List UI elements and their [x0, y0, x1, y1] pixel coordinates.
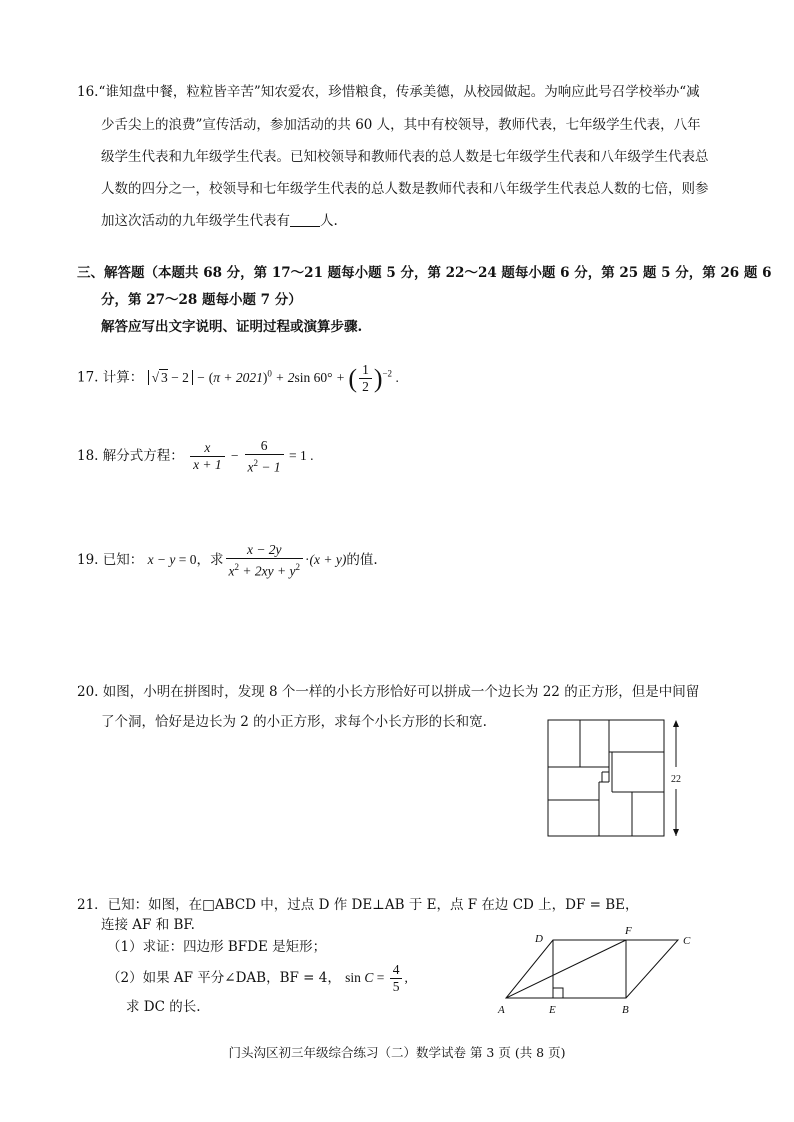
q16-line5-end: 人. [320, 213, 338, 229]
label-d: D [535, 933, 543, 945]
q18-label: 18. 解分式方程： [77, 448, 184, 464]
q16-line5-text: 加这次活动的九年级学生代表有 [101, 213, 290, 229]
answer-blank [290, 212, 320, 227]
q20-line2: 了个洞，恰好是边长为 2 的小正方形，求每个小长方形的长和宽. [101, 714, 487, 730]
q19-condition: x − y = 0 [147, 552, 197, 567]
q19-expression: $\frac{x - 2y}{x^2 + 2xy + y^2}$ ·(x + y) [224, 552, 347, 567]
label-f: F [625, 925, 632, 937]
label-a: A [498, 1004, 505, 1016]
q17-expression: √ $3 - 2 - (\pi + 2021)^0 + 2\sin$ 60° + ( $\frac{1}{2}$ )$^{-2}$ . [148, 370, 399, 385]
big-square [548, 720, 664, 836]
fraction-four-fifths: $\frac{4}{5}$ [390, 962, 403, 995]
q21-part2-text: （2）如果 AF 平分∠DAB，BF = 4， [107, 970, 341, 986]
fraction-x-over-x-plus-1: $\frac{x}{x + 1}$ [190, 440, 225, 473]
fraction-one-half: $\frac{1}{2}$ [359, 362, 372, 395]
parallelogram-abcd [506, 940, 678, 998]
q16-line5 [101, 211, 338, 231]
q16-line2: 少舌尖上的浪费”宣传活动，参加活动的共 60 人，其中有校领导，教师代表，七年级学生代表，八年 [101, 117, 701, 133]
q20-figure [540, 712, 690, 844]
q18 [77, 438, 314, 476]
right-angle-mark [553, 988, 563, 998]
q21-part3: 求 DC 的长. [126, 999, 201, 1015]
segment-af [506, 940, 626, 998]
q19-tail: 的值. [346, 552, 378, 568]
q17-label: 17. 计算： [77, 369, 144, 386]
fraction-6-over-x2-minus-1: $\frac{6}{x^2 - 1}$ [245, 438, 284, 476]
label-b: B [622, 1004, 629, 1016]
q21-line1: 21．已知：如图，在□ABCD 中，过点 D 作 DE⊥AB 于 E，点 F 在边 CD 上，DF = BE， [77, 897, 639, 913]
q21-figure [490, 920, 705, 1020]
label-e: E [549, 1004, 556, 1016]
fraction-q19: $\frac{x - 2y}{x^2 + 2xy + y^2}$ [226, 542, 303, 580]
abs-value: √ 3 − 2 [148, 370, 193, 385]
q19-mid: ，求 [196, 552, 224, 568]
q21-part1: （1）求证：四边形 BFDE 是矩形； [107, 939, 327, 955]
q16-line4: 人数的四分之一，校领导和七年级学生代表的总人数是教师代表和八年级学生代表总人数的七倍，则参 [101, 181, 709, 197]
q16-line3: 级学生代表和九年级学生代表。已知校领导和教师代表的总人数是七年级学生代表和八年级学生代表总 [101, 149, 709, 165]
q21-line2: 连接 AF 和 BF. [101, 917, 195, 933]
sin-c-equation: sin C = $\frac{4}{5}$ , [345, 962, 408, 995]
q20-line1: 20. 如图，小明在拼图时，发现 8 个一样的小长方形恰好可以拼成一个边长为 22 的正方形，但是中间留 [77, 684, 700, 700]
q21-part2 [107, 960, 408, 996]
section3-instruction: 解答应写出文字说明、证明过程或演算步骤. [101, 319, 363, 335]
section3-header-line1: 三、解答题（本题共 68 分，第 17～21 题每小题 5 分，第 22～24 题每小题 6 分，第 25 题 5 分，第 26 题 6 [77, 265, 772, 281]
q16-line1: 16.“谁知盘中餐，粒粒皆辛苦”知农爱农，珍惜粮食，传承美德，从校园做起。为响应此号召学校举办“减 [77, 84, 700, 100]
label-c: C [683, 935, 691, 947]
dimension-label: 22 [671, 774, 681, 785]
arrow-head-down [673, 829, 679, 836]
section3-header-line2: 分，第 27～28 题每小题 7 分） [101, 292, 302, 308]
q19-label: 19. 已知： [77, 552, 144, 568]
page-footer: 门头沟区初三年级综合练习（二）数学试卷 第 3 页 (共 8 页) [228, 1045, 566, 1060]
q17 [77, 358, 399, 395]
arrow-head-up [673, 720, 679, 727]
q19 [77, 542, 378, 580]
q18-equation: $\frac{x}{x + 1}$ − $\frac{6}{x^2 - 1}$ = 1 . [188, 448, 313, 463]
